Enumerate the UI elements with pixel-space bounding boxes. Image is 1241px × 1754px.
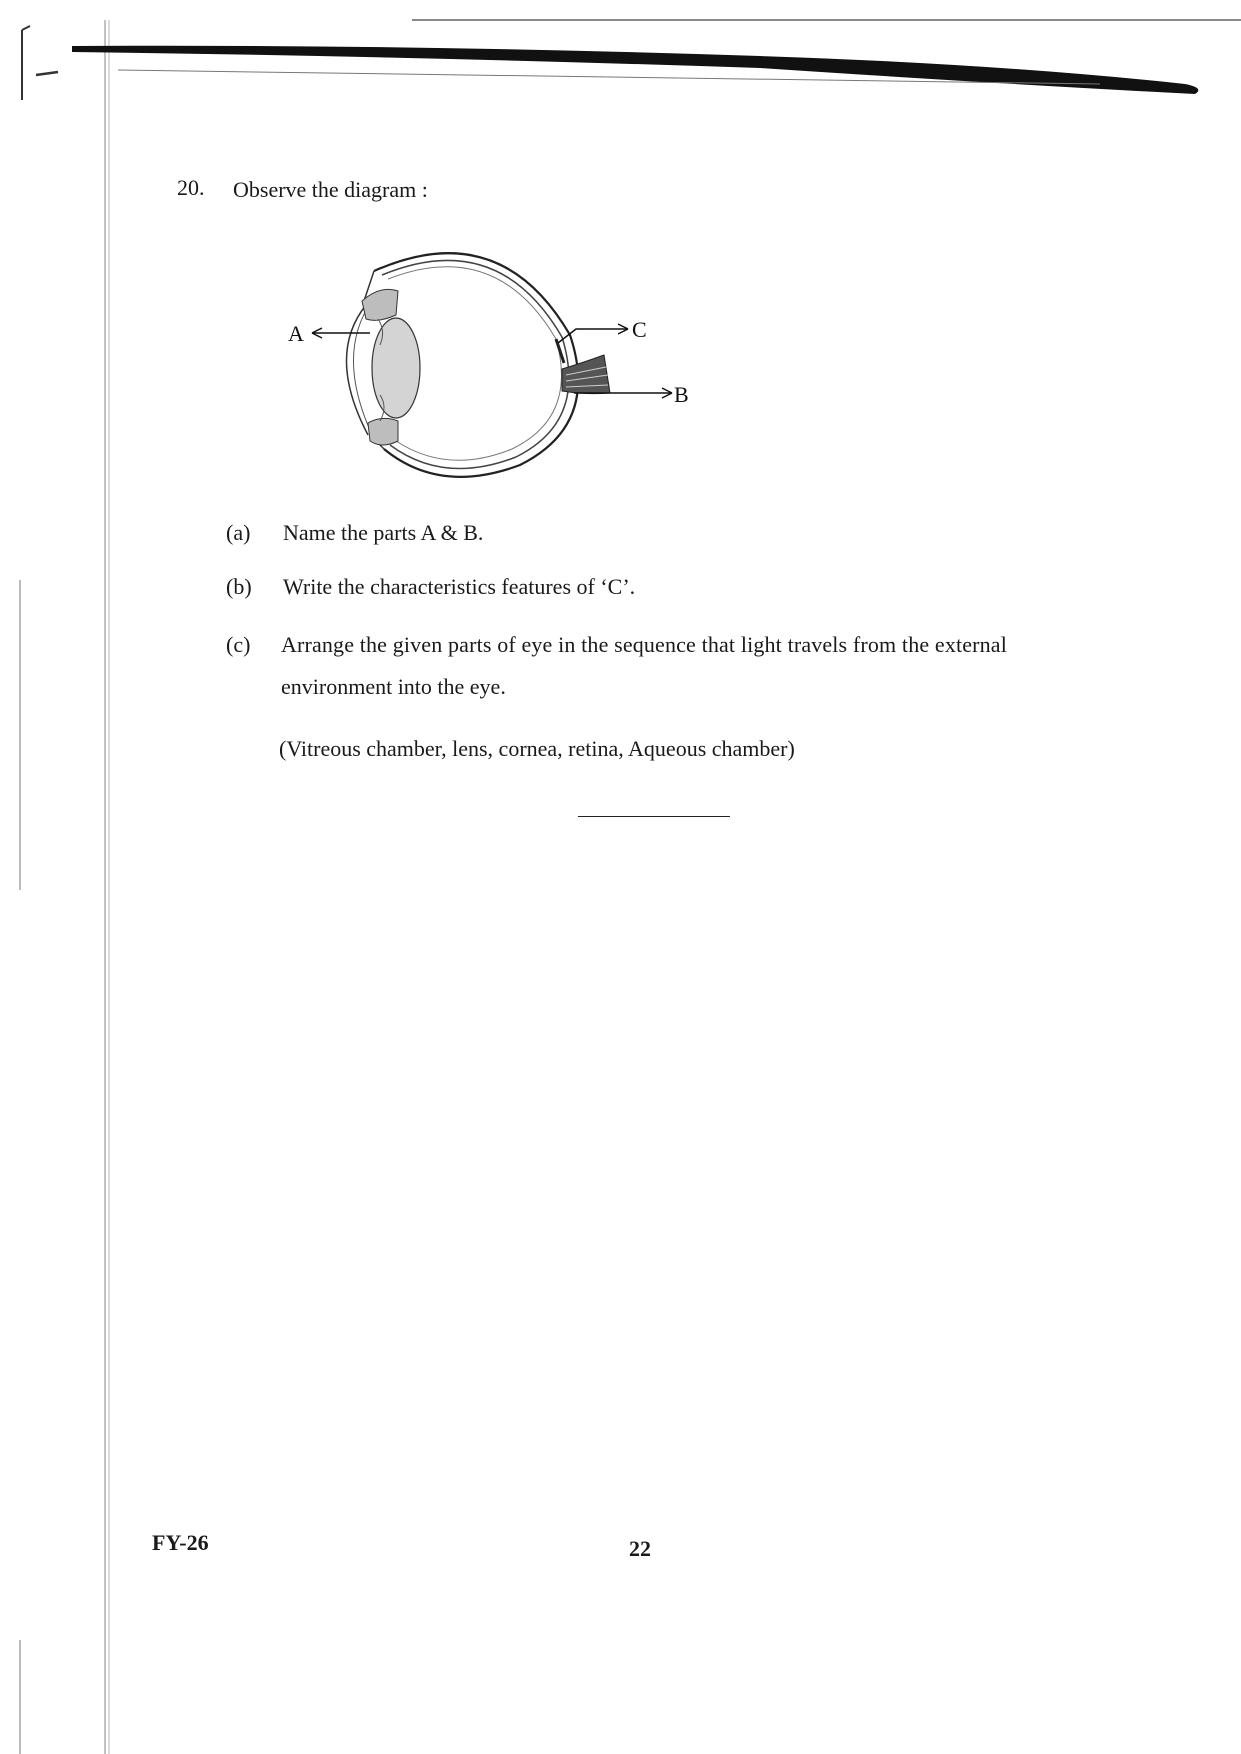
part-c-text-line1: Arrange the given parts of eye in the sequence that light travels from the external (281, 632, 1007, 657)
question-stem: Observe the diagram : (233, 177, 428, 202)
part-b-text: Write the characteristics features of ‘C’. (283, 574, 636, 599)
end-rule (578, 816, 730, 817)
diagram-label-b: B (674, 382, 689, 407)
question-number: 20. (177, 175, 205, 200)
part-a-label: (a) (226, 520, 251, 545)
diagram-label-a: A (288, 321, 304, 346)
part-c-text-line2: environment into the eye. (281, 674, 506, 699)
page-number: 22 (629, 1536, 651, 1561)
diagram-label-c: C (632, 317, 647, 342)
part-c-label: (c) (226, 632, 251, 657)
options-list: (Vitreous chamber, lens, cornea, retina, Aqueous chamber) (279, 736, 795, 761)
part-a-text: Name the parts A & B. (283, 520, 484, 545)
part-b-label: (b) (226, 574, 252, 599)
eye-diagram (270, 235, 710, 495)
paper-code: FY-26 (152, 1530, 209, 1555)
